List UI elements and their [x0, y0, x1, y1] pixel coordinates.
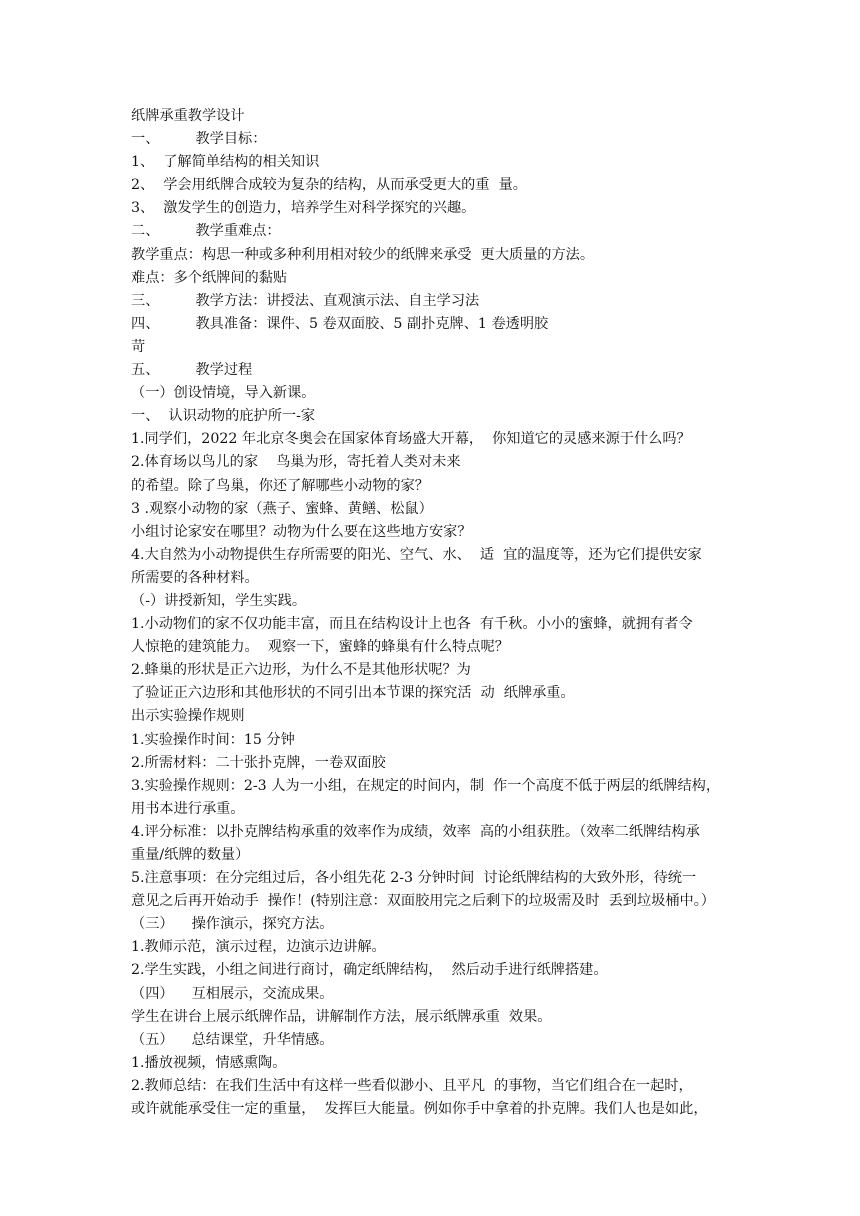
text-line: 用书本进行承重。: [131, 800, 245, 817]
text-line: 意见之后再开始动手 操作！(特别注意：双面胶用完之后剩下的垃圾需及时 丢到垃圾桶中。）: [131, 893, 715, 910]
text-line: 2.教师总结：在我们生活中有这样一些看似渺小、且平凡 的事物，当它们组合在一起时，: [131, 1077, 693, 1094]
text-line: 苛: [131, 338, 146, 355]
subsection-heading: （一）创设情境，导入新课。: [131, 385, 316, 402]
text-line: 所需要的各种材料。: [131, 569, 259, 586]
section-heading: 五、 教学过程: [131, 362, 253, 379]
text-line: 4.大自然为小动物提供生存所需要的阳光、空气、水、 适 宜的温度等，还为它们提供安家: [131, 546, 702, 563]
text-line: 5.注意事项：在分完组过后，各小组先花 2-3 分钟时间 讨论纸牌结构的大致外形，待统一: [131, 870, 697, 887]
text-line: 人惊艳的建筑能力。 观察一下，蜜蜂的蜂巢有什么特点呢？: [131, 639, 509, 656]
text-line: 1、 了解简单结构的相关知识: [131, 154, 320, 171]
text-line: 3.实验操作规则：2-3 人为一小组，在规定的时间内，制 作一个高度不低于两层的纸牌结构，: [131, 777, 721, 794]
text-line: 1.实验操作时间：15 分钟: [131, 731, 295, 748]
subsection-heading: （五） 总结课堂，升华情感。: [131, 1031, 334, 1048]
subsection-heading: （三） 操作演示，探究方法。: [131, 916, 334, 933]
text-line: 2.体育场以鸟儿的家 鸟巢为形，寄托着人类对未来: [131, 454, 461, 471]
text-line: 小组讨论家安在哪里？动物为什么要在这些地方安家？: [131, 523, 472, 540]
section-heading: 二、 教学重难点：: [131, 223, 281, 240]
text-line: 重量/纸牌的数量）: [131, 847, 250, 863]
text-line: 2.学生实践，小组之间进行商讨，确定纸牌结构， 然后动手进行纸牌搭建。: [131, 962, 608, 979]
subsection-heading: （-）讲授新知，学生实践。: [131, 592, 307, 609]
text-line: 3 .观察小动物的家（燕子、蜜蜂、黄鳝、松鼠）: [131, 500, 433, 517]
text-line: 的希望。除了鸟巢，你还了解哪些小动物的家？: [131, 477, 429, 494]
document-body: [131, 105, 736, 1121]
text-line: 4.评分标准：以扑克牌结构承重的效率作为成绩，效率 高的小组获胜。（效率二纸牌结构承: [131, 823, 700, 840]
text-line: 2.蜂巢的形状是正六边形，为什么不是其他形状呢？为: [131, 662, 471, 679]
text-line: 难点：多个纸牌间的黏贴: [131, 269, 288, 286]
section-heading: 三、 教学方法：讲授法、直观演示法、自主学习法: [131, 292, 480, 309]
text-line: 了验证正六边形和其他形状的不同引出本节课的探究活 动 纸牌承重。: [131, 685, 575, 702]
subsection-heading: （四） 互相展示，交流成果。: [131, 985, 334, 1002]
section-heading: 四、 教具准备：课件、5 卷双面胶、5 副扑克牌、1 卷透明胶: [131, 315, 549, 332]
text-line: 1.同学们，2022 年北京冬奥会在国家体育场盛大开幕， 你知道它的灵感来源于什么吗？: [131, 431, 691, 448]
text-line: 1.教师示范，演示过程，边演示边讲解。: [131, 939, 386, 956]
text-line: 一、 认识动物的庇护所一-家: [131, 408, 316, 425]
section-heading: 一、 教学目标：: [131, 131, 267, 148]
doc-title: 纸牌承重教学设计: [131, 108, 245, 124]
text-line: 1.播放视频，情感熏陶。: [131, 1054, 287, 1071]
text-line: 出示实验操作规则: [131, 708, 245, 725]
text-line: 教学重点：构思一种或多种利用相对较少的纸牌来承受 更大质量的方法。: [131, 246, 595, 263]
text-line: 1.小动物们的家不仅功能丰富，而且在结构设计上也各 有千秋。小小的蜜蜂，就拥有者令: [131, 616, 693, 633]
text-line: 2、 学会用纸牌合成较为复杂的结构，从而承受更大的重 量。: [131, 177, 527, 194]
text-line: 学生在讲台上展示纸牌作品，讲解制作方法，展示纸牌承重 效果。: [131, 1008, 552, 1025]
text-line: 2.所需材料：二十张扑克牌，一卷双面胶: [131, 754, 386, 771]
text-line: 或许就能承受住一定的重量， 发挥巨大能量。例如你手中拿着的扑克牌。我们人也是如此，: [131, 1101, 708, 1118]
text-line: 3、 激发学生的创造力，培养学生对科学探究的兴趣。: [131, 200, 476, 217]
